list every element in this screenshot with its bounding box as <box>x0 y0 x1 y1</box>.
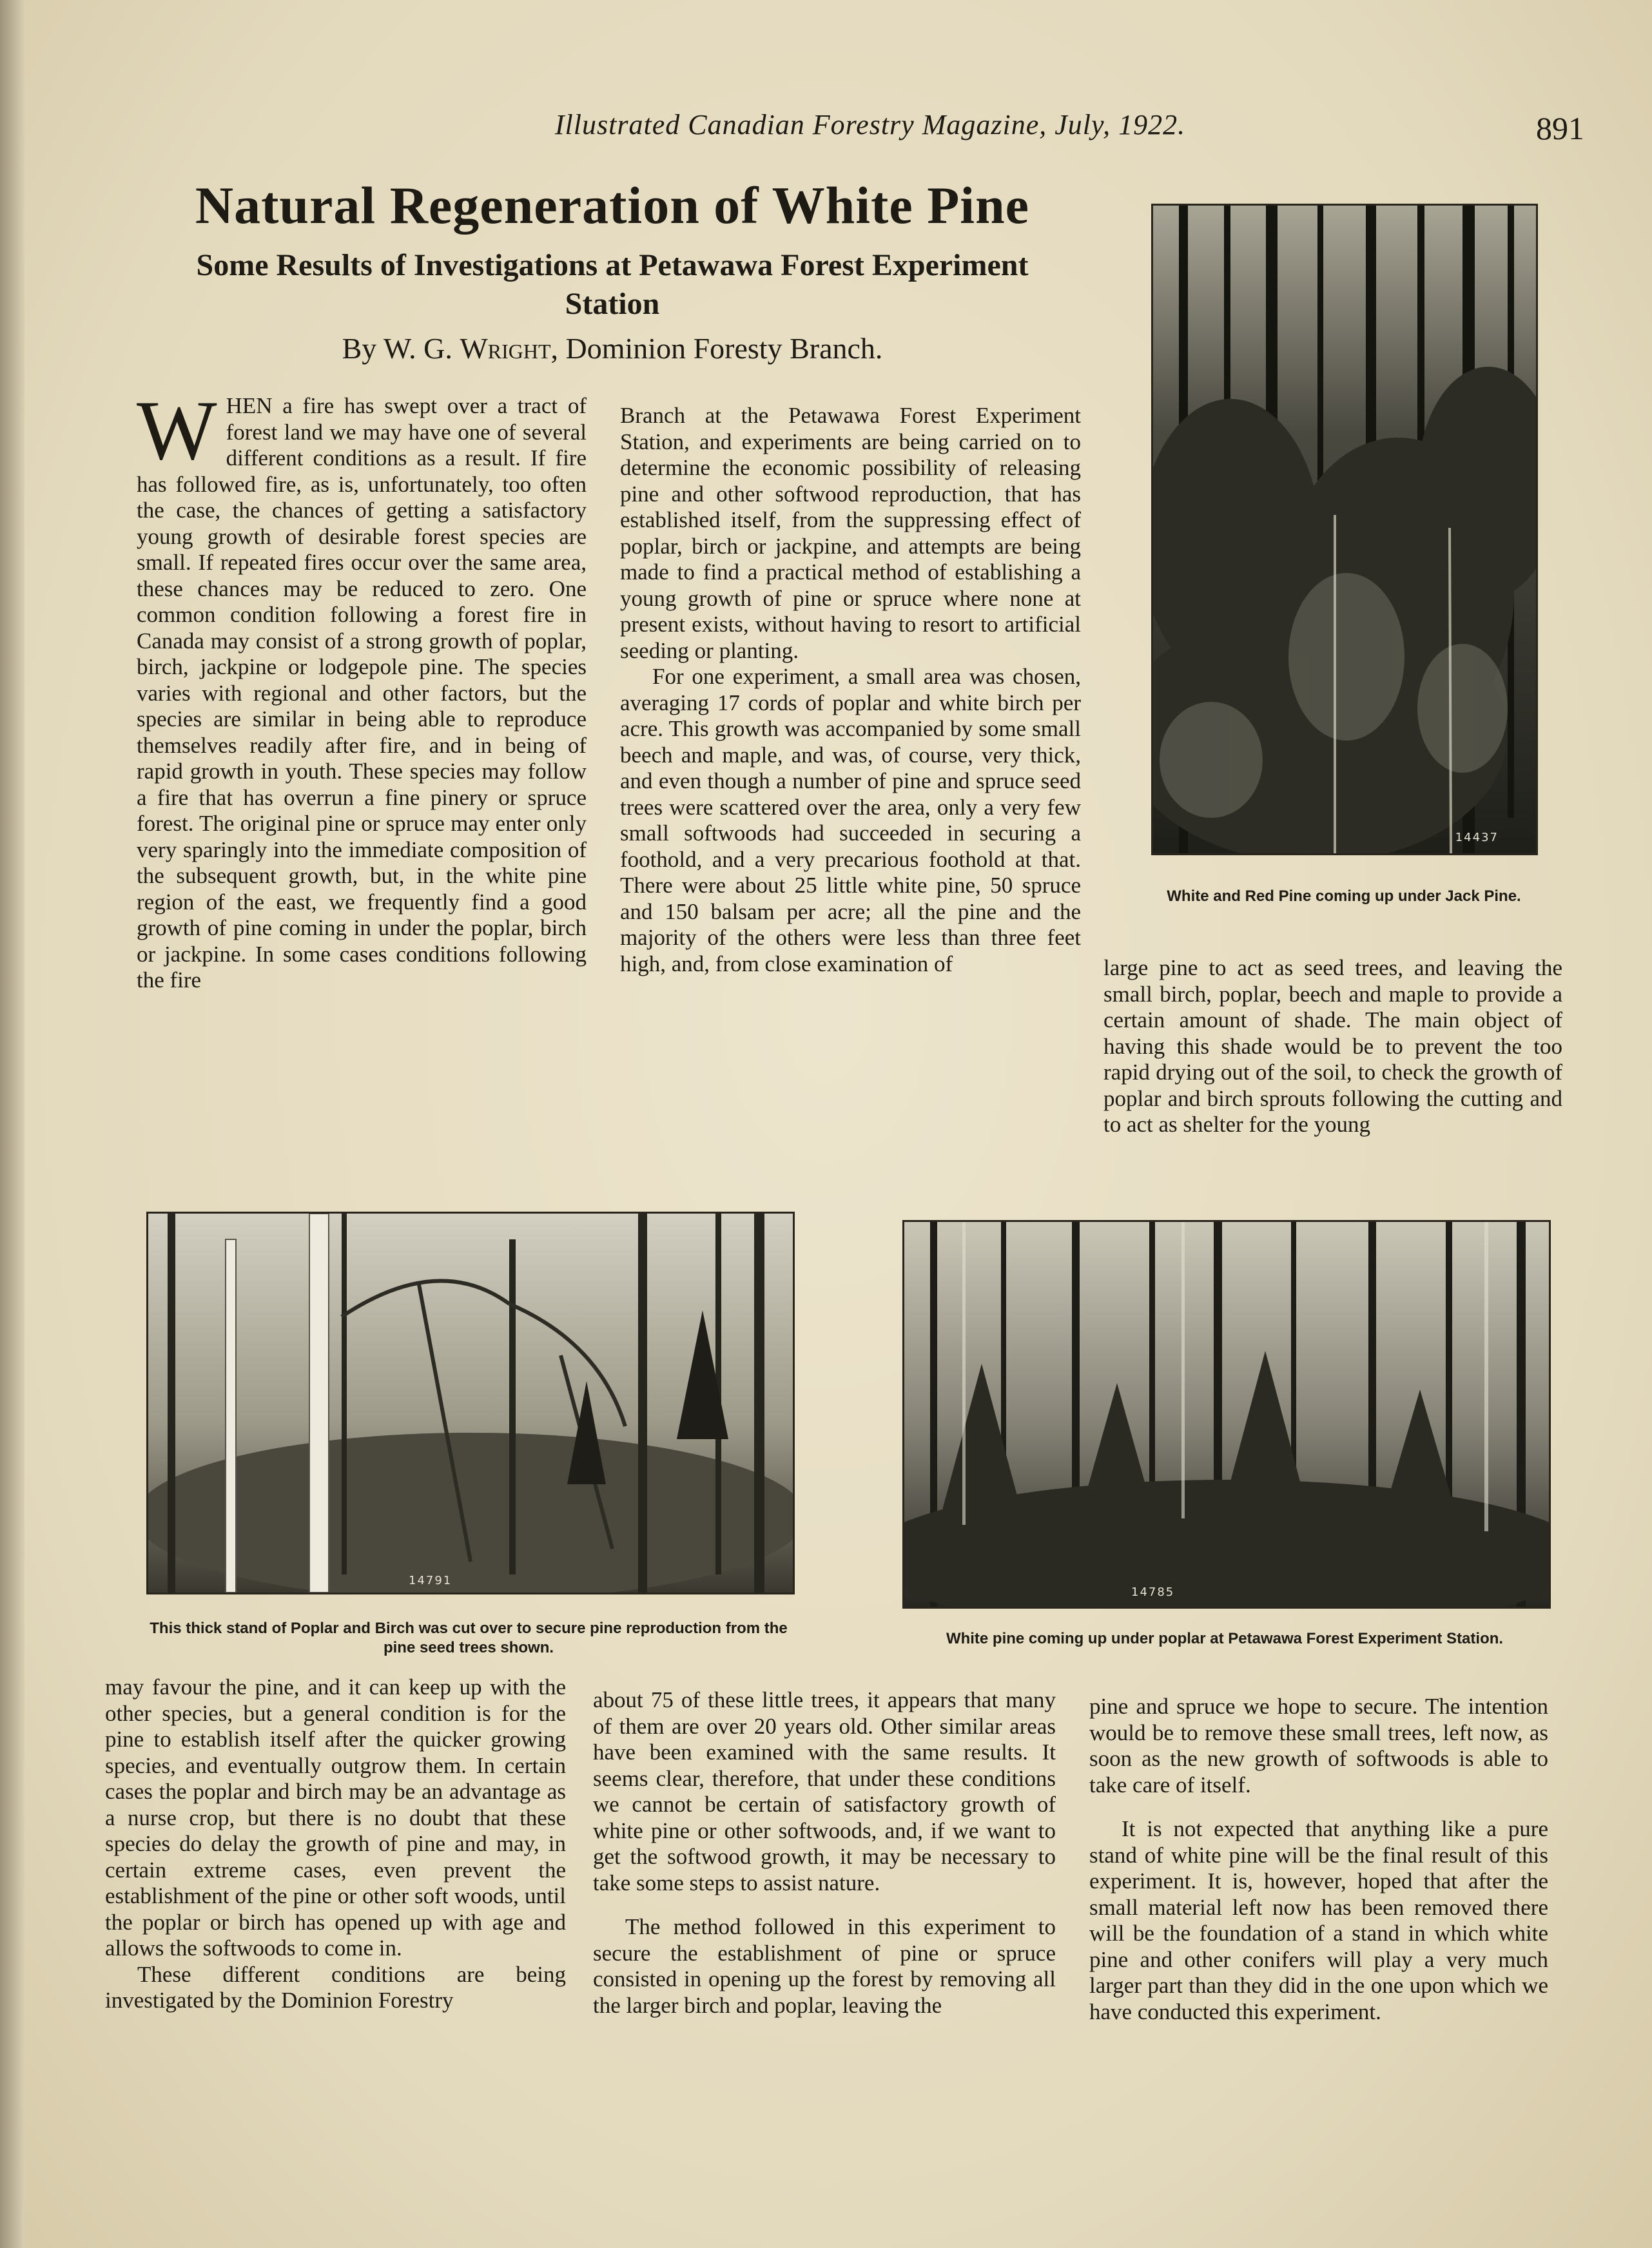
photo-number: 14791 <box>409 1574 452 1587</box>
text-column-2 <box>620 403 1081 977</box>
paragraph <box>137 383 587 994</box>
paragraph: It is not expected that anything like a pure stand of white pine will be the final result of this experiment. It is, however, hoped that after the small material left now has been removed there will be the foundation of a stand in which white pine and other conifers will play a very much larger part than they did in the one upon which we have conducted this experiment. <box>1089 1816 1548 2024</box>
paragraph: may favour the pine, and it can keep up with the other species, but a general condition is for the pine to establish itself after the quicker growing species, and eventually outgrow them. In certain cases the poplar and birch may be an advantage as a nurse crop, but there is no doubt that these species do delay the growth of pine and may, in certain extreme cases, even prevent the establishment of the pine or other soft woods, until the poplar or birch has opened up with age and allows the softwoods to come in. <box>105 1674 566 1961</box>
drop-cap: W <box>137 383 217 478</box>
paragraph: The method followed in this experiment to secure the establishment of pine or spruce consisted in opening up the forest by removing all the larger birch and poplar, leaving the <box>593 1914 1056 2018</box>
paragraph: For one experiment, a small area was chosen, averaging 17 cords of poplar and white birch per acre. This growth was accompanied by some small beech and maple, and was, of course, very thick, and even though a number of pine and spruce seed trees were scattered over the area, only a very few small softwoods had succeeded in securing a foothold, and a very precarious foothold at that. There were about 25 little white pine, 50 spruce and 150 balsam per acre; all the pine and the majority of the others were less than three feet high, and, from close examination of <box>620 664 1081 976</box>
photo-understory-image <box>904 1222 1549 1607</box>
photo-poplar-birch-cut <box>146 1212 795 1594</box>
paragraph: Branch at the Petawawa Forest Experiment Station, and experiments are being carried on to determine the economic possibility of releasing pine and other softwood reproduction, that has established itself, from the suppressing effect of poplar, birch or jackpine, and attempts are being made to find a practical method of establishing a young growth of pine or spruce where none at present exists, without having to resort to artificial seeding or planting. <box>620 403 1081 663</box>
paragraph: pine and spruce we hope to secure. The intention would be to remove these small trees, left now, as soon as the new growth of softwoods is able to take care of itself. <box>1089 1694 1548 1797</box>
text-column-3 <box>1103 955 1562 1138</box>
running-head: Illustrated Canadian Forestry Magazine, July, 1922. <box>554 109 1186 140</box>
text-column-4 <box>105 1674 566 2014</box>
page-number: 891 <box>1536 110 1584 146</box>
photo-caption: This thick stand of Poplar and Birch was cut over to secure pine reproduction from the pine seed trees shown. <box>150 1620 788 1656</box>
byline <box>155 331 1070 365</box>
paragraph: about 75 of these little trees, it appears that many of them are over 20 years old. Other similar areas have been examined with the same results. It seems clear, therefore, that under these conditions we cannot be certain of satisfactory growth of white pine or other softwoods, and, if we want to get the softwood growth, it may be necessary to take some steps to assist nature. <box>593 1687 1056 1895</box>
photo-caption: White pine coming up under poplar at Petawawa Forest Experiment Station. <box>946 1630 1504 1647</box>
photo-white-red-pine <box>1151 204 1538 855</box>
photo-caption: White and Red Pine coming up under Jack Pine. <box>1167 887 1521 905</box>
byline-author: Wright <box>460 332 551 365</box>
page-spine-shadow <box>0 0 24 2248</box>
text-column-1 <box>137 383 587 994</box>
article-subtitle: Some Results of Investigations at Petawawa Forest Experiment Station <box>196 248 1029 321</box>
paragraph-text: HEN a fire has swept over a tract of forest land we may have one of several different conditions as a result. If fire has followed fire, as is, unfortunately, too often the case, the chances of getting a satisfactory young growth of desirable forest species are small. If repeated fires occur over the same area, these chances may be reduced to zero. One common condition following a forest fire in Canada may consist of a strong growth of poplar, birch, jackpine or lodgepole pine. The species varies with regional and other factors, but the species are similar in being able to reproduce themselves readily after fire, and in being of rapid growth in youth. These species may follow a fire that has overrun a fine pinery or spruce forest. The original pine or spruce may enter only very sparingly into the immediate composition of the subsequent growth, but, in the white pine region of the east, we frequently find a good growth of pine coming in under the poplar, birch or jackpine. In some cases conditions following the fire <box>137 393 587 993</box>
photo-number: 14437 <box>1455 831 1499 844</box>
photo-white-pine-under-poplar <box>902 1220 1551 1609</box>
paragraph: large pine to act as seed trees, and leaving the small birch, poplar, beech and maple to provide a certain amount of shade. The main object of having this shade would be to prevent the too rapid drying out of the soil, to check the growth of poplar and birch sprouts following the cutting and to act as shelter for the young <box>1103 955 1562 1137</box>
photo-cutover-image <box>148 1214 793 1593</box>
photo-number: 14785 <box>1131 1585 1175 1599</box>
photo-forest-image <box>1153 206 1536 853</box>
text-column-6 <box>1089 1694 1548 2025</box>
byline-prefix: By W. G. <box>342 332 452 365</box>
text-column-5 <box>593 1687 1056 2019</box>
article-title: Natural Regeneration of White Pine <box>195 176 1030 235</box>
byline-suffix: , Dominion Foresty Branch. <box>550 332 883 365</box>
paragraph: These different conditions are being investigated by the Dominion Forestry <box>105 1961 566 2013</box>
